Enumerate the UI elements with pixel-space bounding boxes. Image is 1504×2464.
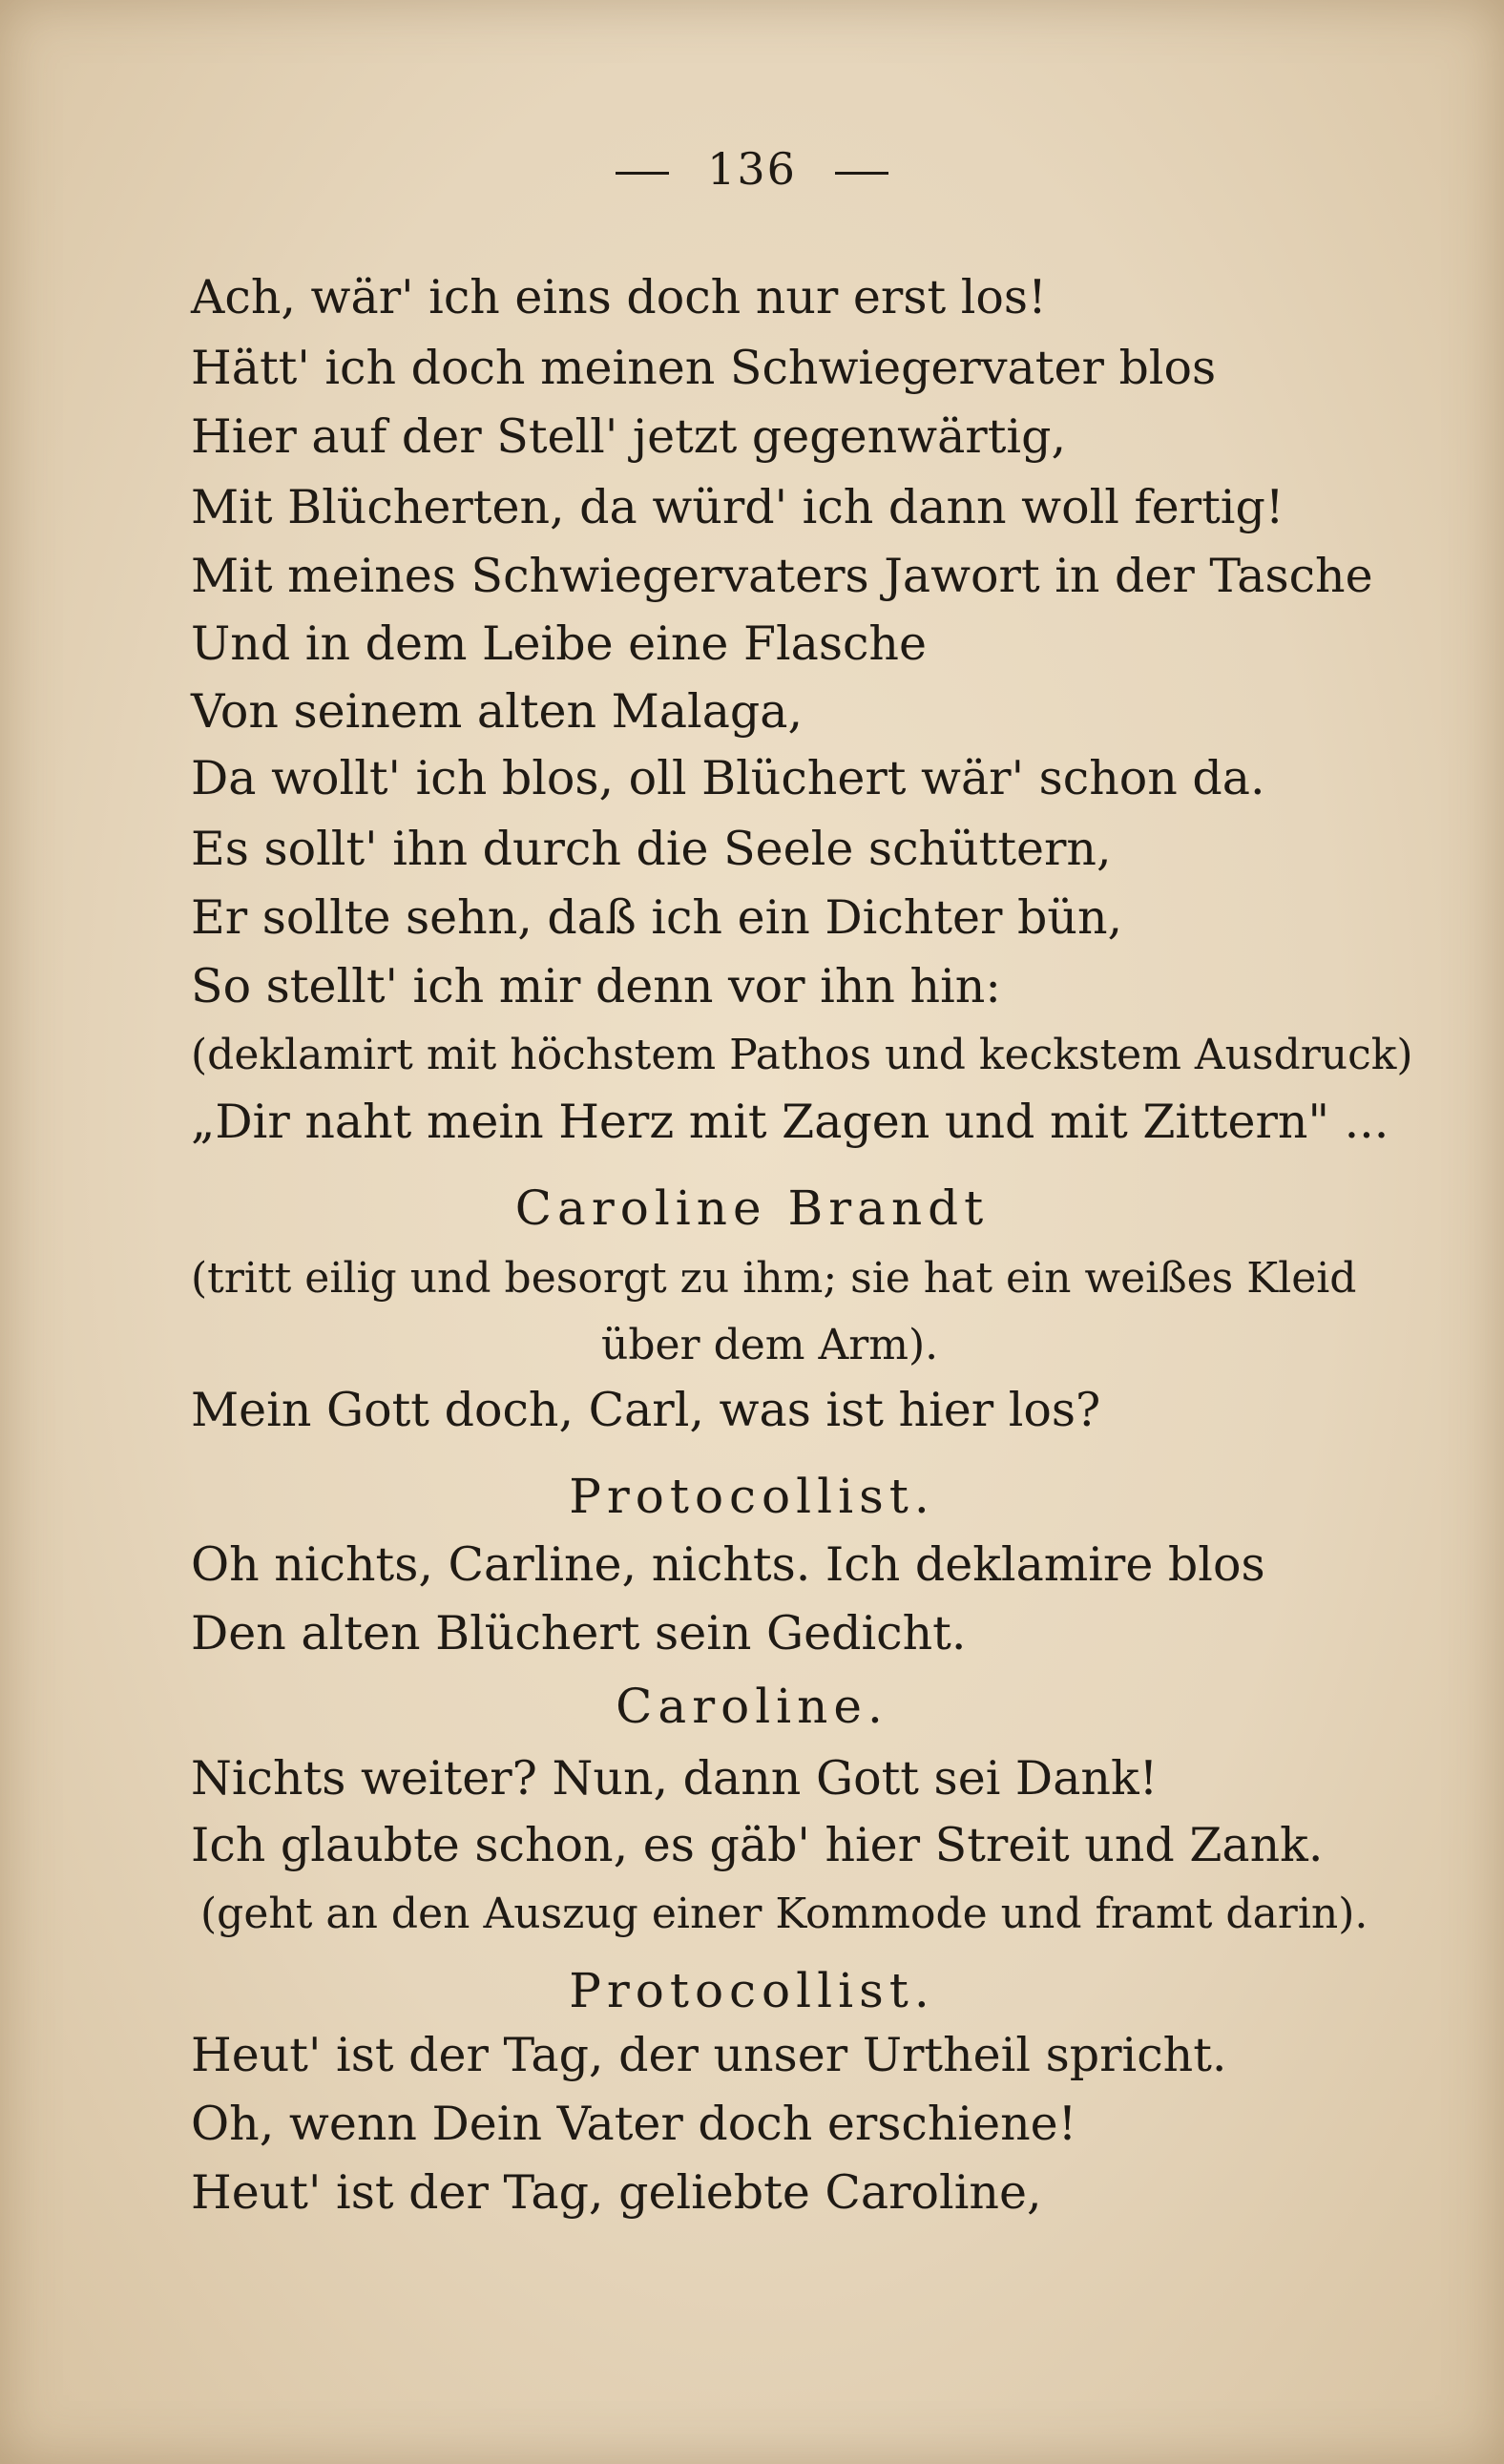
verse-line: Mit Blücherten, da würd' ich dann woll fertig!: [191, 480, 1285, 534]
verse-line: Es sollt' ihn durch die Seele schüttern,: [191, 822, 1112, 876]
verse-line: „Dir naht mein Herz mit Zagen und mit Zittern" ...: [191, 1095, 1389, 1149]
page-number-header: [0, 143, 1504, 195]
verse-line: Den alten Blüchert sein Gedicht.: [191, 1606, 967, 1660]
speaker-name: Caroline Brandt: [514, 1180, 990, 1236]
verse-line: Mit meines Schwiegervaters Jawort in der Tasche: [191, 549, 1373, 603]
stage-direction: (tritt eilig und besorgt zu ihm; sie hat ein weißes Kleid: [191, 1254, 1357, 1303]
speaker-name: Protocollist.: [569, 1469, 935, 1524]
verse-line: Mein Gott doch, Carl, was ist hier los?: [191, 1383, 1101, 1437]
verse-line: Heut' ist der Tag, geliebte Caroline,: [191, 2165, 1042, 2220]
speaker-name: Caroline.: [616, 1679, 888, 1734]
verse-line: Da wollt' ich blos, oll Blüchert wär' schon da.: [191, 751, 1265, 805]
verse-line: Oh nichts, Carline, nichts. Ich deklamire blos: [191, 1537, 1265, 1592]
speaker-name: Protocollist.: [569, 1963, 935, 2018]
verse-line: Von seinem alten Malaga,: [191, 684, 804, 739]
stage-direction: (deklamirt mit höchstem Pathos und keckstem Ausdruck): [191, 1031, 1413, 1079]
verse-line: So stellt' ich mir denn vor ihn hin:: [191, 959, 1001, 1013]
verse-line: Hier auf der Stell' jetzt gegenwärtig,: [191, 409, 1067, 464]
verse-line: Hätt' ich doch meinen Schwiegervater blos: [191, 341, 1217, 395]
verse-line: Heut' ist der Tag, der unser Urtheil spricht.: [191, 2028, 1227, 2082]
verse-line: Ich glaubte schon, es gäb' hier Streit und Zank.: [191, 1818, 1324, 1872]
verse-line: Er sollte sehn, daß ich ein Dichter bün,: [191, 890, 1123, 945]
verse-line: Oh, wenn Dein Vater doch erschiene!: [191, 2097, 1077, 2151]
stage-direction: (geht an den Auszug einer Kommode und framt darin).: [200, 1890, 1368, 1938]
verse-line: Und in dem Leibe eine Flasche: [191, 616, 927, 671]
left-dash: [616, 172, 669, 175]
verse-line: Ach, wär' ich eins doch nur erst los!: [191, 270, 1047, 324]
page-number: 136: [707, 143, 797, 195]
right-dash: [835, 172, 888, 175]
verse-line: Nichts weiter? Nun, dann Gott sei Dank!: [191, 1751, 1159, 1806]
stage-direction: über dem Arm).: [601, 1321, 939, 1369]
